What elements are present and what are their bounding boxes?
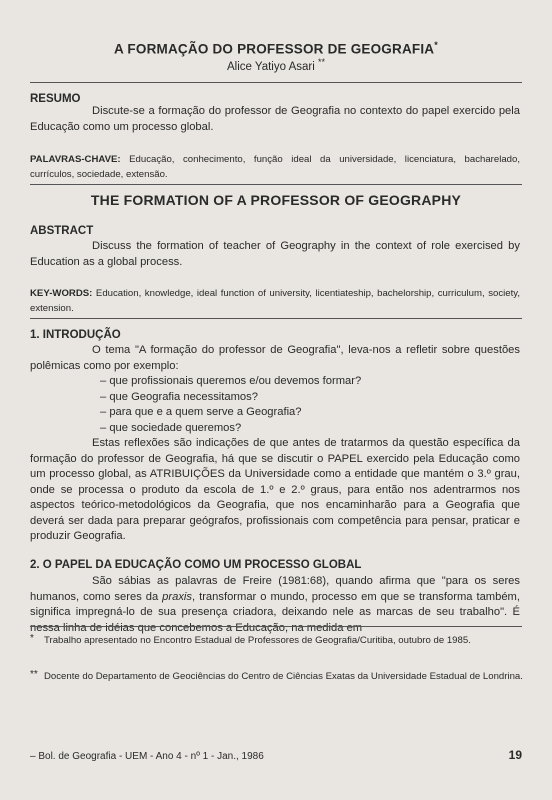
list-item: – para que e a quem serve a Geografia? <box>100 406 302 418</box>
footnote-divider <box>30 626 522 627</box>
section-1-paragraph: Estas reflexões são indicações de que antes de tratarmos da questão específica da formação do professor de Geografia, há que se discutir o PAPEL exercido pela Educação como um processo global, as ATRIBUIÇÕES da Universidade como a entidade que mantém o 3.º grau, onde se processa o produto da escola de 1.º e 2.º graus, para então nos adentrarmos nos aspectos teórico-metodológicos da Geografia, que nos encaminharão para a Geografia que deverá ser dada para preparar geógrafos, profissionais com competência para pensar, praticar e produzir Geografia. <box>30 437 520 542</box>
list-item: – que sociedade queremos? <box>100 421 242 434</box>
list-item: – que Geografia necessitamos? <box>100 390 258 403</box>
footnote-2: ** Docente do Departamento de Geociências do Centro de Ciências Exatas da Universidade Estadual de Londrina. <box>30 669 523 682</box>
italic-term: praxis <box>162 590 193 603</box>
footnote-marker: ** <box>317 57 325 67</box>
journal-citation: – Bol. de Geografia - UEM - Ano 4 - nº 1 - Jan., 1986 <box>30 751 264 762</box>
palavras-chave <box>30 152 520 182</box>
abstract-text: Discuss the formation of teacher of Geography in the context of role exercised by Education as a global process. <box>30 240 520 268</box>
page-number: 19 <box>508 748 522 762</box>
palavras-chave-text: Educação, conhecimento, função ideal da universidade, licenciatura, bacharelado, currículos, sociedade, extensão. <box>30 154 520 180</box>
question-list <box>100 374 361 436</box>
author-name: Alice Yatiyo Asari ** <box>226 57 325 73</box>
section-2-paragraph: São sábias as palavras de Freire (1981:68), quando afirma que "para os seres humanos, como seres da praxis, transformar o mundo, processo em que se transforma também, significa impregná-lo de sua presença criadora, deixando nele as marcas de seu trabalho". É nessa linha de idéias que concebemos a Educação, na medida em <box>30 575 520 634</box>
divider <box>30 184 522 185</box>
footnote-marker: * <box>434 40 438 50</box>
keywords-label: KEY-WORDS: <box>30 288 93 299</box>
resumo-heading: RESUMO <box>30 93 81 105</box>
palavras-chave-label: PALAVRAS-CHAVE: <box>30 154 121 165</box>
footnote-marker: * <box>30 633 34 644</box>
section-2-heading: 2. O PAPEL DA EDUCAÇÃO COMO UM PROCESSO GLOBAL <box>30 559 362 571</box>
english-title: THE FORMATION OF A PROFESSOR OF GEOGRAPHY <box>90 192 462 208</box>
section-1-heading: 1. INTRODUÇÃO <box>30 329 121 341</box>
section-1-intro: O tema "A formação do professor de Geografia", leva-nos a refletir sobre questões polêmicas como por exemplo: <box>30 344 520 372</box>
divider <box>30 318 522 319</box>
divider <box>30 82 522 83</box>
keywords <box>30 286 520 316</box>
footnote-marker: ** <box>30 669 38 680</box>
page-title: A FORMAÇÃO DO PROFESSOR DE GEOGRAFIA* <box>114 40 438 57</box>
list-item: – que profissionais queremos e/ou devemos formar? <box>100 375 362 387</box>
footnote-1: * Trabalho apresentado no Encontro Estadual de Professores de Geografia/Curitiba, outubro de 1985. <box>30 633 471 646</box>
abstract-heading: ABSTRACT <box>30 225 94 237</box>
keywords-text: Education, knowledge, ideal function of university, licentiateship, bachelorship, curriculum, society, extension. <box>30 288 521 314</box>
resumo-text: Discute-se a formação do professor de Geografia no contexto do papel exercido pela Educação como um processo global. <box>30 105 520 133</box>
